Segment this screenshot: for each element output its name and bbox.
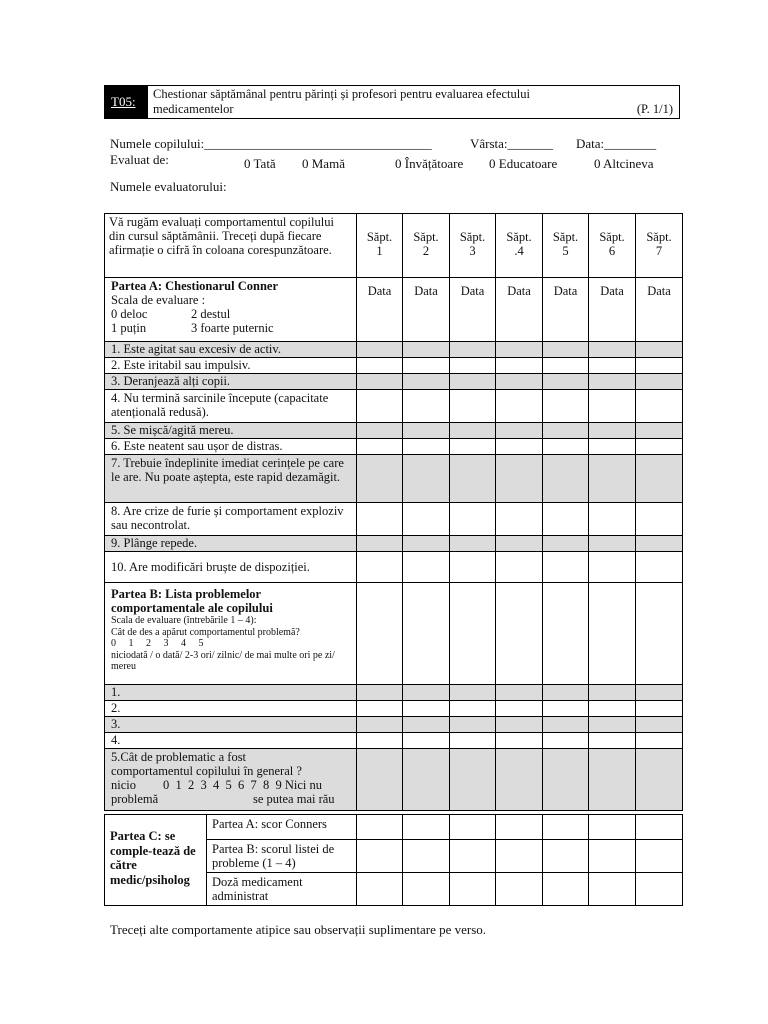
- footer-note: Treceți alte comportamente atipice sau observații suplimentare pe verso.: [110, 922, 487, 937]
- date-cell-1[interactable]: Data: [357, 278, 403, 342]
- date-cell-2[interactable]: Data: [403, 278, 450, 342]
- week-header-2: Săpt. 2: [403, 214, 450, 278]
- option-teacher[interactable]: 0 Învățătoare: [395, 156, 464, 171]
- date-cell-7[interactable]: Data: [636, 278, 683, 342]
- item-5-label: 5.Cât de problematic a fost comportamentul copilului în general ? nicio 0 1 2 3 4 5 6 7 8 9 Nici nu problemă se putea mai rău: [105, 749, 357, 811]
- item-label: 7. Trebuie îndeplinite imediat cerințele pe care le are. Nu poate aștepta, este rapid dezamăgit.: [105, 455, 357, 503]
- part-c-row-label: Partea B: scorul listei de probleme (1 – 4): [207, 840, 357, 873]
- option-educator[interactable]: 0 Educatoare: [489, 156, 558, 171]
- date-cell-5[interactable]: Data: [543, 278, 589, 342]
- part-c-title: Partea C: se comple-tează de către medic/psiholog: [105, 815, 207, 906]
- option-mother[interactable]: 0 Mamă: [302, 156, 345, 171]
- date-cell-4[interactable]: Data: [496, 278, 543, 342]
- form-title-line1: Chestionar săptămânal pentru părinți și profesori pentru evaluarea efectului: [153, 87, 530, 101]
- item-label: 10. Are modificări bruște de dispoziției.: [105, 552, 357, 583]
- item-label: 9. Plânge repede.: [105, 536, 357, 552]
- part-b-scale: Scala de evaluare (întrebările 1 – 4):: [111, 615, 257, 626]
- table-row: [105, 552, 683, 583]
- evaluation-table: [104, 213, 683, 811]
- evaluated-by-label: Evaluat de:: [110, 152, 169, 167]
- table-row: [105, 749, 683, 811]
- week-header-6: Săpt. 6: [589, 214, 636, 278]
- week-header-4: Săpt. .4: [496, 214, 543, 278]
- item-label: 5. Se mișcă/agită mereu.: [105, 423, 357, 439]
- item-label: 8. Are crize de furie și comportament exploziv sau necontrolat.: [105, 503, 357, 536]
- scale-0: 0 deloc: [111, 307, 148, 321]
- part-b-title: Partea B: Lista problemelor comportamentale ale copilului: [111, 587, 273, 615]
- table-row: [105, 717, 683, 733]
- part-c-table: [104, 814, 683, 906]
- age-field[interactable]: Vârsta:_______: [470, 136, 554, 151]
- instructions-cell: Vă rugăm evaluați comportamentul copilului din cursul săptămânii. Treceți după fiecare afirmație o cifră în coloana corespunzătoare.: [105, 214, 357, 278]
- scale-3: 3 foarte puternic: [191, 321, 274, 335]
- table-row: [105, 503, 683, 536]
- header-code-cell: [105, 86, 148, 118]
- form-title-line2: medicamentelor: [153, 102, 234, 116]
- date-cell-3[interactable]: Data: [450, 278, 496, 342]
- part-b-header: [105, 583, 357, 685]
- part-c-row-label: Doză medicament administrat: [207, 873, 357, 906]
- table-row: [105, 374, 683, 390]
- scale-2: 2 destul: [191, 307, 231, 321]
- header-box: [104, 85, 680, 119]
- form-code: T05:: [111, 94, 136, 109]
- table-row: [105, 390, 683, 423]
- item-label: 6. Este neatent sau ușor de distras.: [105, 439, 357, 455]
- table-row: [105, 733, 683, 749]
- item-label: 4. Nu termină sarcinile începute (capacitate atențională redusă).: [105, 390, 357, 423]
- week-header-3: Săpt. 3: [450, 214, 496, 278]
- part-a-title: Partea A: Chestionarul Conner: [111, 279, 278, 293]
- table-row: [105, 455, 683, 503]
- date-field[interactable]: Data:________: [576, 136, 657, 151]
- part-a-scale-title: Scala de evaluare :: [111, 293, 206, 307]
- table-row: [105, 536, 683, 552]
- item-label: 2. Este iritabil sau impulsiv.: [105, 358, 357, 374]
- item-label: 3. Deranjează alți copii.: [105, 374, 357, 390]
- part-a-header: [105, 278, 357, 342]
- option-father[interactable]: 0 Tată: [244, 156, 276, 171]
- part-b-numbers: 0 1 2 3 4 5: [111, 638, 204, 649]
- table-row: [105, 358, 683, 374]
- week-header-7: Săpt. 7: [636, 214, 683, 278]
- scale-1: 1 puțin: [111, 321, 147, 335]
- date-cell-6[interactable]: Data: [589, 278, 636, 342]
- table-row: [105, 342, 683, 358]
- table-row: [105, 439, 683, 455]
- week-header-5: Săpt. 5: [543, 214, 589, 278]
- item-label: 2.: [105, 701, 357, 717]
- table-row: [105, 685, 683, 701]
- item-label: 1.: [105, 685, 357, 701]
- table-row: [105, 701, 683, 717]
- item-label: 1. Este agitat sau excesiv de activ.: [105, 342, 357, 358]
- part-b-question: Cât de des a apărut comportamentul problemă?: [111, 626, 300, 638]
- week-header-1: Săpt. 1: [357, 214, 403, 278]
- item-label: 3.: [105, 717, 357, 733]
- item-label: 4.: [105, 733, 357, 749]
- part-b-legend: niciodată / o dată/ 2-3 ori/ zilnic/ de mai multe ori pe zi/ mereu: [111, 649, 335, 672]
- evaluator-name-field[interactable]: Numele evaluatorului:: [110, 179, 227, 194]
- part-c-row-label: Partea A: scor Conners: [207, 815, 357, 840]
- option-other[interactable]: 0 Altcineva: [594, 156, 654, 171]
- table-row: [105, 423, 683, 439]
- page-number: (P. 1/1): [636, 102, 673, 116]
- child-name-field[interactable]: Numele copilului:___________________________________: [110, 136, 432, 151]
